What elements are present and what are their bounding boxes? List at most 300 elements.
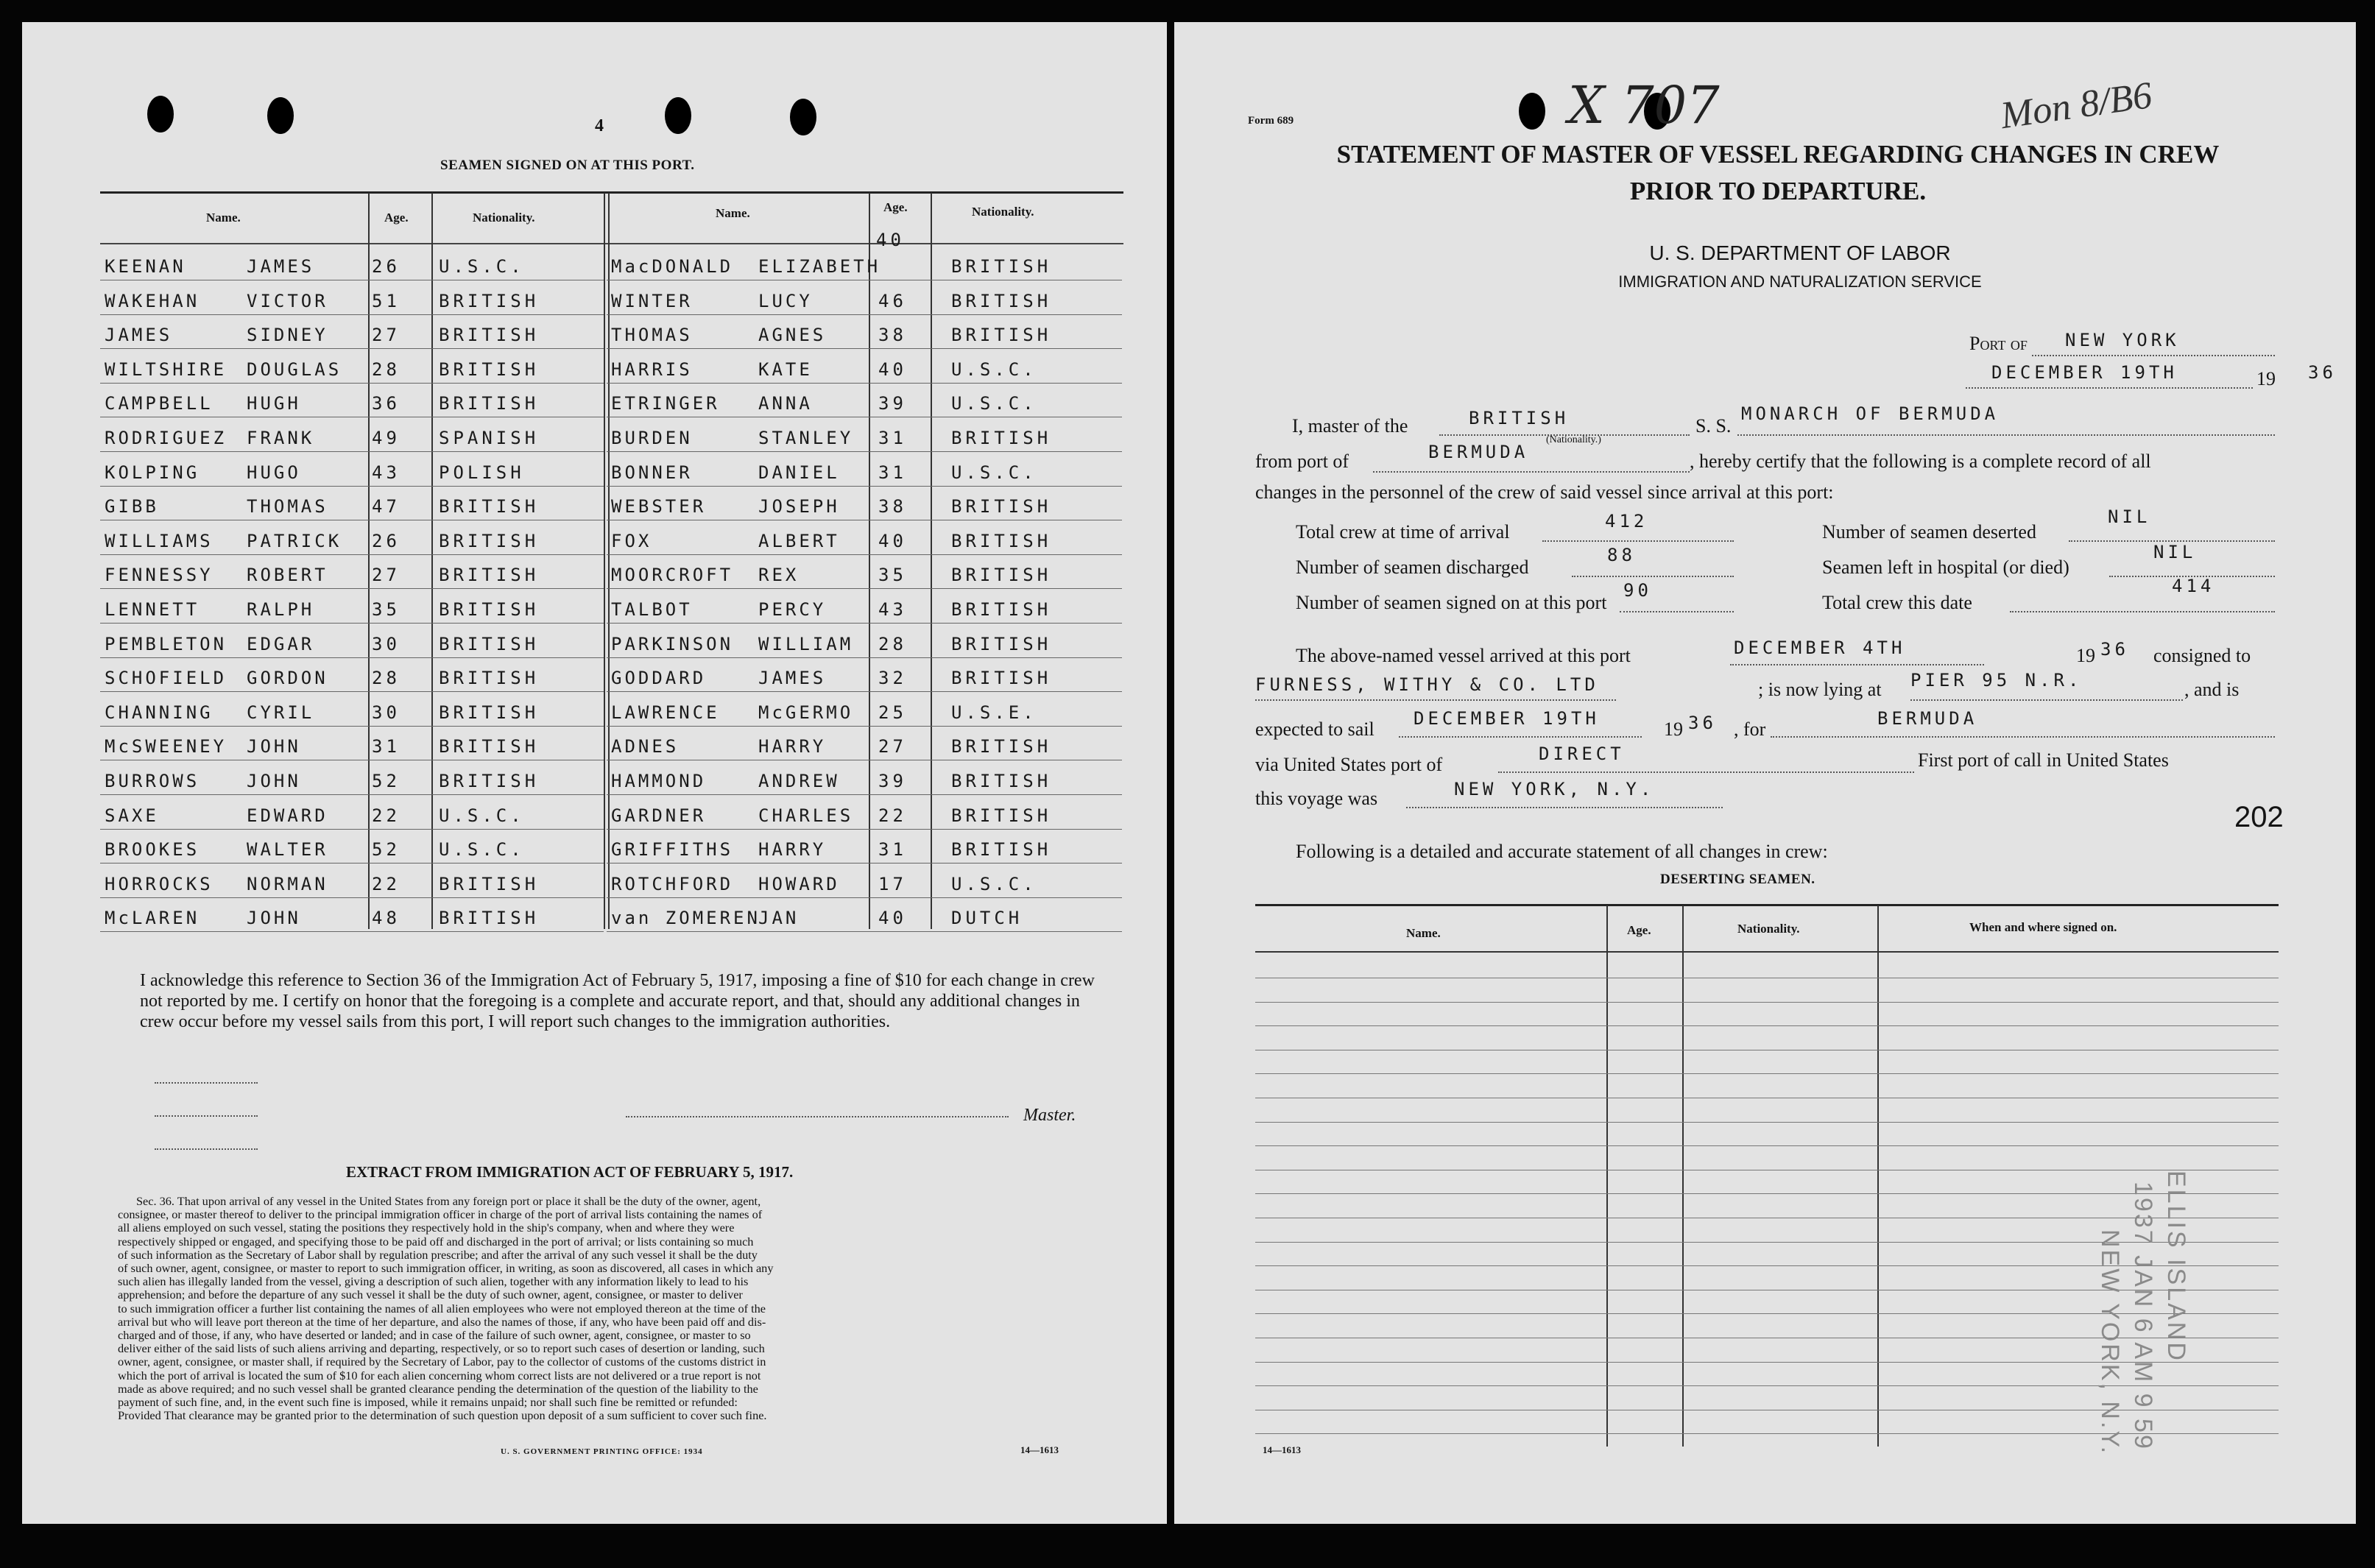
table-top-rule [1255,904,2279,906]
crew-age: 22 [372,805,400,826]
from-port-value: BERMUDA [1428,442,1529,462]
extract-line: Provided That clearance may be granted prior to the determination of such question upon deposit of a sum sufficient to cover such fine. [118,1408,767,1423]
crew-nationality: BRITISH [439,393,540,414]
crew-surname: ROTCHFORD [611,873,734,894]
crew-age: 43 [372,462,400,483]
table-header-rule [1255,951,2279,953]
crew-age: 26 [372,530,400,551]
voyage-value: NEW YORK, N.Y. [1454,779,1655,799]
count-line [1542,540,1734,542]
port-label: Port of [1969,333,2028,354]
table-row [1255,1193,2279,1194]
table-row [1255,1242,2279,1243]
crew-nationality: BRITISH [951,633,1052,654]
year-prefix: 19 [2076,645,2095,666]
crew-age: 22 [878,805,907,826]
crew-age: 27 [878,736,907,757]
crew-surname: BURDEN [611,428,693,448]
certify-text: , hereby certify that the following is a complete record of all [1690,451,2151,472]
punch-hole [267,97,294,134]
destination: BERMUDA [1877,708,1978,729]
crew-age: 40 [878,530,907,551]
crew-surname: WAKEHAN [105,290,200,311]
row-rule [100,623,604,624]
row-rule [607,931,1122,932]
crew-surname: MacDONALD [611,256,734,277]
table-row [1255,1145,2279,1146]
count-line [2010,611,2275,612]
year-prefix: 19 [1664,718,1683,740]
column-rule [604,193,605,929]
table-row [1255,1313,2279,1314]
crew-nationality: SPANISH [439,428,540,448]
hospital-label: Seamen left in hospital (or died) [1822,557,2069,578]
row-rule [607,383,1122,384]
row-rule [100,829,604,830]
crew-nationality: BRITISH [951,428,1052,448]
crew-age: 25 [878,702,907,723]
crew-age: 31 [878,428,907,448]
expected-label: expected to sail [1255,718,1374,740]
ellis-island-stamp-line: ELLIS ISLAND [2162,1170,2190,1363]
crew-surname: MOORCROFT [611,565,734,586]
stamp-number: 202 [2234,801,2284,833]
crew-age: 30 [372,633,400,654]
pier: PIER 95 N.R. [1910,670,2083,691]
crew-surname: SCHOFIELD [105,668,227,689]
deserted: NIL [2108,506,2151,527]
crew-given-name: HARRY [758,736,827,757]
row-rule [607,726,1122,727]
crew-age: 52 [372,771,400,791]
crew-age: 22 [372,873,400,894]
crew-given-name: McGERMO [758,702,854,723]
signature-line [155,1082,258,1084]
department: U. S. DEPARTMENT OF LABOR [1649,241,1951,264]
year-suffix: 36 [2308,362,2337,383]
extract-line: such alien has illegally landed from the vessel, giving a description of such alien, together with any information likely to lead to his [118,1274,749,1289]
table-row [1255,1385,2279,1386]
header-nationality: Nationality. [473,211,535,225]
count-line [1572,576,1734,577]
crew-surname: THOMAS [611,325,693,346]
header-name: Name. [1406,926,1441,940]
row-rule [100,726,604,727]
crew-nationality: BRITISH [439,633,540,654]
handwritten-corner-note: Mon 8/B6 [1998,74,2155,138]
crew-surname: HARRIS [611,359,693,380]
acknowledgement-text: I acknowledge this reference to Section 36 of the Immigration Act of February 5, 1917, imposing a fine of $10 for each change in crew not reported by me. I certify on honor that the foregoing is a complete and accurate report, and that, should any additional changes in crew occur before my vessel sails from this port, I will report such changes to the immigration authorities. [140,971,1095,1031]
service: IMMIGRATION AND NATURALIZATION SERVICE [1618,272,1982,291]
crew-surname: KOLPING [105,462,200,483]
crew-nationality: BRITISH [951,736,1052,757]
year-prefix: 19 [2256,368,2276,389]
table-row [1255,1265,2279,1266]
crew-given-name: DOUGLAS [247,359,342,380]
crew-nationality: U.S.C. [439,805,525,826]
arrived-text: The above-named vessel arrived at this port [1296,645,1631,666]
total-crew-arrival-label: Total crew at time of arrival [1296,521,1510,543]
crew-age: 52 [372,839,400,861]
extract-line: charged and of those, if any, who have deserted or landed; and in case of the failure of such owner, agent, consignee, or master to so [118,1328,751,1342]
crew-surname: FENNESSY [105,565,213,586]
total-crew-arrival: 412 [1605,511,1648,532]
crew-given-name: STANLEY [758,428,854,448]
punch-hole [790,99,816,135]
form-number: Form 689 [1248,115,1294,127]
crew-given-name: HUGH [247,393,301,414]
discharged-label: Number of seamen discharged [1296,557,1529,578]
crew-age: 38 [878,496,907,518]
crew-nationality: BRITISH [439,599,540,620]
punch-hole [1519,93,1545,130]
crew-age: 46 [878,290,907,311]
crew-nationality: BRITISH [439,565,540,586]
row-rule [100,314,604,315]
crew-surname: BROOKES [105,839,200,861]
consignee: FURNESS, WITHY & CO. LTD [1255,674,1599,695]
crew-given-name: DANIEL [758,462,840,483]
crew-age: 51 [372,290,400,311]
crew-nationality: BRITISH [439,702,540,723]
column-rule [1682,905,1684,1447]
row-rule [100,657,604,658]
extract-line: Sec. 36. That upon arrival of any vessel in the United States from any foreign port or place it shall be the duty of the owner, agent, [136,1194,761,1208]
crew-given-name: JAN [758,908,800,929]
form-title-line2: PRIOR TO DEPARTURE. [1629,177,1927,205]
crew-given-name: SIDNEY [247,325,328,346]
ellis-island-stamp-line: 1937 JAN 6 AM 9 59 [2129,1182,2157,1451]
crew-surname: McLAREN [105,908,200,929]
age-note: 40 [876,230,905,250]
crew-nationality: POLISH [439,462,525,483]
crew-given-name: EDWARD [247,805,328,826]
and-is-label: , and is [2184,679,2240,700]
crew-age: 31 [372,736,400,757]
crew-age: 31 [878,462,907,483]
date-value: DECEMBER 19TH [1991,362,2178,383]
crew-given-name: JOHN [247,771,301,791]
master-of-label: I, master of the [1292,415,1408,437]
row-rule [607,588,1122,589]
table-row [1255,1122,2279,1123]
crew-given-name: VICTOR [247,290,328,311]
table-row [1255,1025,2279,1026]
crew-nationality: BRITISH [439,496,540,518]
vessel-line [1737,434,2275,436]
consigned-label: consigned to [2153,645,2251,666]
crew-given-name: ELIZABETH [758,256,881,277]
crew-given-name: CHARLES [758,805,854,826]
row-rule [607,451,1122,452]
crew-age: 47 [372,496,400,518]
crew-given-name: PATRICK [247,530,342,551]
punch-hole [147,96,174,133]
crew-given-name: KATE [758,359,813,380]
signed-on: 90 [1623,580,1652,601]
table-row [1255,1433,2279,1434]
extract-line: deliver either of the said lists of such aliens arriving and departing, respectively, or so to report such cases of desertion or landing, such [118,1341,765,1356]
form-title-line1: STATEMENT OF MASTER OF VESSEL REGARDING CHANGES IN CREW [1336,140,2220,169]
crew-given-name: JOHN [247,736,301,757]
crew-nationality: U.S.E. [951,702,1037,723]
crew-nationality: BRITISH [951,530,1052,551]
row-rule [607,657,1122,658]
extract-line: of such owner, agent, consignee, or master to report to such immigration officer, in writing, as soon as discovered, all cases in which any [118,1261,774,1275]
row-rule [100,486,604,487]
discharged: 88 [1607,545,1636,565]
header-age: Age. [883,200,908,214]
crew-age: 36 [372,393,400,414]
crew-age: 35 [372,599,400,620]
column-rule [431,193,433,929]
changes-text: changes in the personnel of the crew of said vessel since arrival at this port: [1255,481,1834,503]
crew-nationality: BRITISH [439,325,540,346]
crew-surname: PEMBLETON [105,633,227,654]
crew-surname: TALBOT [611,599,693,620]
crew-surname: McSWEENEY [105,736,227,757]
column-rule [608,193,610,929]
crew-given-name: PERCY [758,599,827,620]
row-rule [100,794,604,795]
crew-surname: WILLIAMS [105,530,213,551]
crew-given-name: FRANK [247,428,315,448]
crew-surname: GODDARD [611,668,707,689]
crew-given-name: JAMES [247,256,315,277]
total-crew-date: 414 [2172,576,2215,596]
crew-given-name: JOHN [247,908,301,929]
header-name: Name. [716,206,750,220]
header-when-where: When and where signed on. [1969,920,2117,934]
crew-age: 40 [878,359,907,380]
crew-age: 39 [878,393,907,414]
arrived-line [1730,664,1984,665]
row-rule [100,897,604,898]
column-rule [1606,905,1608,1447]
row-rule [607,863,1122,864]
crew-given-name: JAMES [758,668,827,689]
deserted-label: Number of seamen deserted [1822,521,2036,543]
crew-nationality: BRITISH [951,599,1052,620]
crew-surname: WINTER [611,290,693,311]
crew-nationality: U.S.C. [951,462,1037,483]
nationality-value: BRITISH [1469,408,1570,428]
crew-nationality: BRITISH [439,668,540,689]
crew-nationality: BRITISH [951,325,1052,346]
crew-surname: RODRIGUEZ [105,428,227,448]
crew-surname: ADNES [611,736,680,757]
port-line [2032,355,2275,356]
column-rule [931,193,932,929]
crew-age: 28 [372,359,400,380]
right-page [1174,22,2356,1524]
crew-age: 17 [878,873,907,894]
extract-line: respectively shipped or engaged, and specifying those to be paid off and discharged in the port of arrival; or lists containing so much [118,1234,754,1249]
section-title: SEAMEN SIGNED ON AT THIS PORT. [440,158,695,173]
signed-on-label: Number of seamen signed on at this port [1296,592,1607,613]
crew-age: 27 [372,325,400,346]
crew-nationality: BRITISH [951,256,1052,277]
extract-line: to such immigration officer a further list containing the names of all alien employees who were not employed thereon at the time of the [118,1301,766,1316]
arrived-date: DECEMBER 4TH [1734,638,1906,658]
crew-given-name: REX [758,565,800,586]
crew-given-name: RALPH [247,599,315,620]
crew-surname: SAXE [105,805,159,826]
from-port-label: from port of [1255,451,1349,472]
punch-hole [665,97,691,134]
crew-nationality: BRITISH [439,908,540,929]
printer-line: U. S. GOVERNMENT PRINTING OFFICE: 1934 [501,1447,703,1456]
port-value: NEW YORK [2065,330,2180,350]
lying-label: ; is now lying at [1758,679,1882,700]
crew-given-name: HARRY [758,839,827,861]
voyage-label: this voyage was [1255,788,1378,809]
crew-nationality: BRITISH [439,736,540,757]
crew-nationality: BRITISH [439,873,540,894]
crew-nationality: U.S.C. [951,393,1037,414]
crew-nationality: BRITISH [951,496,1052,518]
page-number: 4 [595,116,604,135]
sail-date: DECEMBER 19TH [1414,708,1600,729]
row-rule [607,314,1122,315]
crew-nationality: BRITISH [439,290,540,311]
crew-age: 28 [372,668,400,689]
crew-age: 38 [878,325,907,346]
row-rule [100,348,604,349]
crew-surname: JAMES [105,325,173,346]
left-page [22,22,1167,1524]
extract-line: of such information as the Secretary of Labor shall by regulation prescribe; and after the arrival of any such vessel it shall be the duty [118,1247,758,1262]
crew-given-name: LUCY [758,290,813,311]
crew-nationality: U.S.C. [439,256,525,277]
table-top-rule [100,191,1123,194]
handwritten-number: X 707 [1568,75,1720,135]
crew-surname: WILTSHIRE [105,359,227,380]
row-rule [100,451,604,452]
crew-surname: GARDNER [611,805,707,826]
crew-surname: WEBSTER [611,496,707,518]
crew-given-name: AGNES [758,325,827,346]
row-rule [100,691,604,692]
sail-date-line [1399,736,1642,738]
crew-nationality: BRITISH [439,530,540,551]
row-rule [100,863,604,864]
crew-nationality: U.S.C. [951,873,1037,894]
row-rule [607,348,1122,349]
crew-given-name: EDGAR [247,633,315,654]
extract-line: consignee, or master thereof to deliver to the principal immigration officer in charge of the port of arrival lists containing the names of [118,1207,763,1222]
crew-nationality: BRITISH [951,771,1052,791]
extract-line: which the port of arrival is located the sum of $10 for each alien concerning whom correct lists are not delivered or a true report is not [118,1368,761,1382]
crew-age: 43 [878,599,907,620]
row-rule [607,691,1122,692]
extract-line: apprehension; and before the departure of any such vessel it shall be the duty of such owner, agent, consignee, or master to deliver [118,1288,743,1302]
crew-surname: BURROWS [105,771,200,791]
row-rule [607,829,1122,830]
via-label: via United States port of [1255,754,1443,775]
column-rule [368,193,370,929]
deserting-title: DESERTING SEAMEN. [1660,872,1815,887]
crew-surname: LAWRENCE [611,702,720,723]
crew-surname: CHANNING [105,702,213,723]
crew-age: 39 [878,771,907,791]
header-name: Name. [206,211,241,225]
crew-surname: PARKINSON [611,633,734,654]
extract-title: EXTRACT FROM IMMIGRATION ACT OF FEBRUARY 5, 1917. [346,1163,794,1181]
year-suffix: 36 [2100,639,2129,660]
crew-age: 35 [878,565,907,586]
crew-nationality: U.S.C. [439,839,525,861]
form-code: 14—1613 [1020,1444,1059,1455]
row-rule [100,588,604,589]
header-age: Age. [1627,923,1651,937]
ss-label: S. S. [1695,415,1732,437]
voyage-line [1406,807,1723,808]
master-signature-line [626,1116,1009,1117]
date-line [1966,387,2253,389]
crew-nationality: BRITISH [951,668,1052,689]
crew-given-name: JOSEPH [758,496,840,518]
for-label: , for [1734,718,1766,740]
following-text: Following is a detailed and accurate statement of all changes in crew: [1296,841,1828,862]
crew-given-name: GORDON [247,668,328,689]
crew-surname: BONNER [611,462,693,483]
crew-given-name: WILLIAM [758,633,854,654]
crew-surname: van ZOMEREN [611,908,761,929]
crew-surname: ETRINGER [611,393,720,414]
crew-surname: HAMMOND [611,771,707,791]
row-rule [607,897,1122,898]
row-rule [607,554,1122,555]
extract-line: all aliens employed on such vessel, stating the positions they respectively hold in the ship's company, when and where they were [118,1221,735,1235]
vessel-name: MONARCH OF BERMUDA [1741,403,2000,424]
crew-age: 48 [372,908,400,929]
consignee-line [1255,699,1616,701]
row-rule [607,794,1122,795]
crew-surname: HORROCKS [105,873,213,894]
crew-nationality: DUTCH [951,908,1023,929]
crew-age: 40 [878,908,907,929]
row-rule [607,623,1122,624]
header-nationality: Nationality. [972,205,1034,219]
signature-line [155,1115,258,1117]
crew-given-name: HUGO [247,462,301,483]
crew-given-name: ROBERT [247,565,328,586]
first-port-label: First port of call in United States [1918,749,2169,771]
crew-surname: GRIFFITHS [611,839,734,861]
table-row [1255,1002,2279,1003]
destination-line [1771,736,2275,738]
table-row [1255,1362,2279,1363]
crew-age: 49 [372,428,400,448]
crew-given-name: ANDREW [758,771,840,791]
crew-given-name: CYRIL [247,702,315,723]
total-crew-date-label: Total crew this date [1822,592,1972,613]
crew-nationality: BRITISH [439,359,540,380]
ellis-island-stamp-line: NEW YORK, N.Y. [2096,1229,2124,1456]
year-suffix: 36 [1688,713,1717,733]
extract-line: owner, agent, consignee, or master shall, if required by the Secretary of Labor, pay to the collector of customs of the customs district in [118,1355,766,1369]
from-port-line [1373,471,1690,473]
form-code: 14—1613 [1263,1444,1301,1455]
crew-age: 28 [878,633,907,654]
crew-nationality: BRITISH [439,771,540,791]
crew-nationality: BRITISH [951,290,1052,311]
pier-line [1910,699,2183,701]
crew-age: 27 [372,565,400,586]
crew-given-name: WALTER [247,839,328,861]
count-line [1620,611,1734,612]
